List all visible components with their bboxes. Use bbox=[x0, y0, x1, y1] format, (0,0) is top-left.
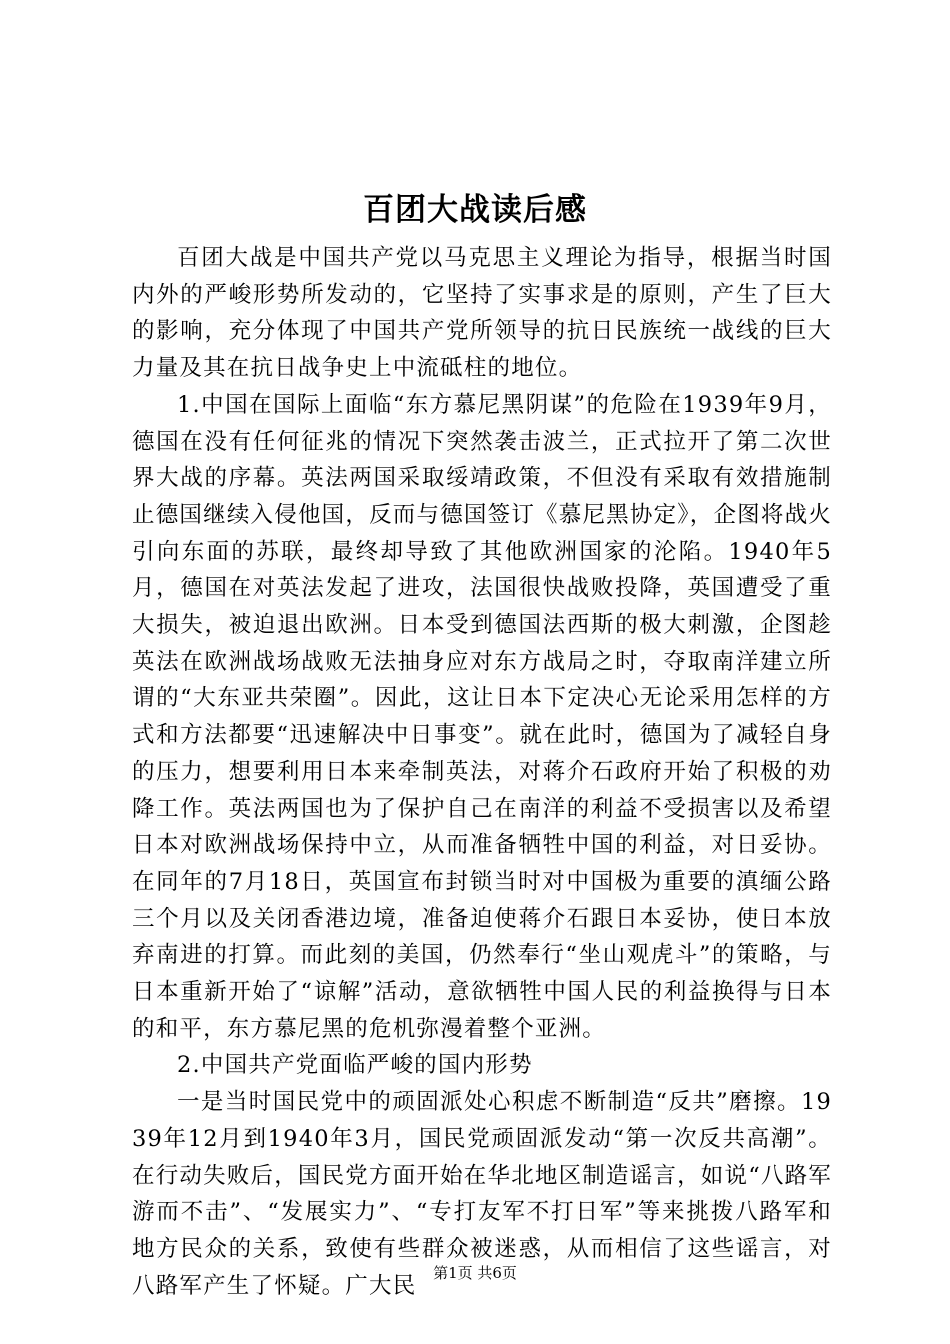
paragraph-intro: 百团大战是中国共产党以马克思主义理论为指导，根据当时国内外的严峻形势所发动的，它坚持了实事求是的原则，产生了巨大的影响，充分体现了中国共产党所领导的抗日民族统一战线的巨大力量及其在抗日战争史上中流砥柱的地位。 bbox=[132, 245, 832, 382]
document-body bbox=[132, 240, 832, 1304]
paragraph-section-2-heading: 2.中国共产党面临严峻的国内形势 bbox=[177, 1052, 533, 1079]
document-title: 百团大战读后感 bbox=[363, 192, 587, 228]
paragraph-section-2-body: 一是当时国民党中的顽固派处心积虑不断制造“反共”磨擦。1939年12月到1940年3月，国民党顽固派发动“第一次反共高潮”。在行动失败后，国民党方面开始在华北地区制造谣言，如说“八路军游而不击”、“发展实力”、“专打友军不打日军”等来挑拨八路军和地方民众的关系，致使有些群众被迷惑，从而相信了这些谣言，对八路军产生了怀疑。广大民 bbox=[132, 1089, 833, 1299]
paragraph-section-1: 1.中国在国际上面临“东方慕尼黑阴谋”的危险在1939年9月，德国在没有任何征兆的情况下突然袭击波兰，正式拉开了第二次世界大战的序幕。英法两国采取绥靖政策，不但没有采取有效措施制止德国继续入侵他国，反而与德国签订《慕尼黑协定》，企图将战火引向东面的苏联，最终却导致了其他欧洲国家的沦陷。1940年5月，德国在对英法发起了进攻，法国很快战败投降，英国遭受了重大损失，被迫退出欧洲。日本受到德国法西斯的极大刺激，企图趁英法在欧洲战场战败无法抽身应对东方战局之时，夺取南洋建立所谓的“大东亚共荣圈”。因此，这让日本下定决心无论采用怎样的方式和方法都要“迅速解决中日事变”。就在此时，德国为了减轻自身的压力，想要利用日本来牵制英法，对蒋介石政府开始了积极的劝降工作。英法两国也为了保护自己在南洋的利益不受损害以及希望日本对欧洲战场保持中立，从而准备牺牲中国的利益，对日妥协。在同年的7月18日，英国宣布封锁当时对中国极为重要的滇缅公路三个月以及关闭香港边境，准备迫使蒋介石跟日本妥协，使日本放弃南进的打算。而此刻的美国，仍然奉行“坐山观虎斗”的策略，与日本重新开始了“谅解”活动，意欲牺牲中国人民的利益换得与日本的和平，东方慕尼黑的危机弥漫着整个亚洲。 bbox=[132, 391, 832, 1042]
page-footer: 第1页 共6页 bbox=[433, 1264, 517, 1282]
